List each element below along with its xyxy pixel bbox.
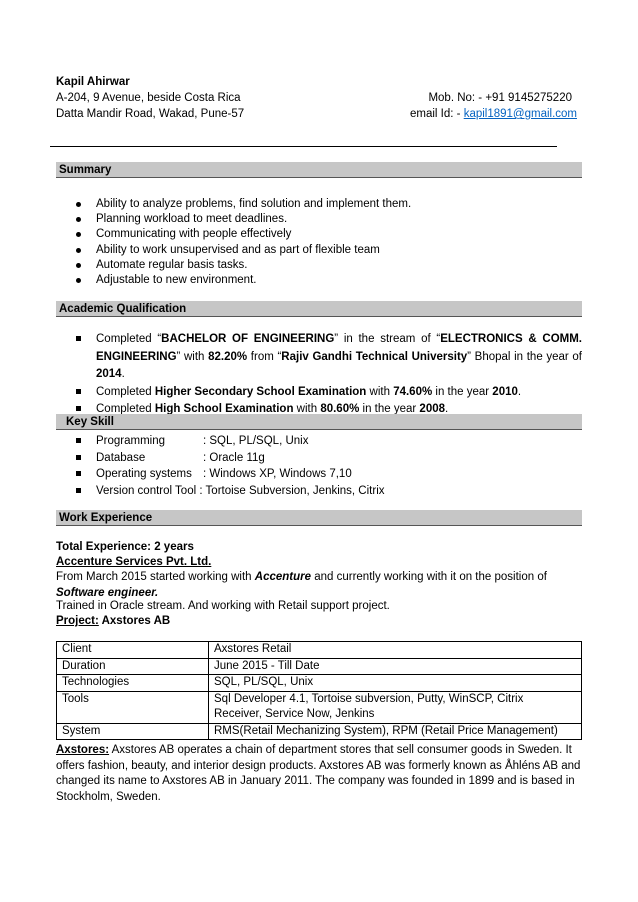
summary-item: Planning workload to meet deadlines. bbox=[56, 212, 582, 227]
table-row bbox=[57, 642, 582, 659]
project-name: Axstores AB bbox=[98, 615, 171, 627]
table-row bbox=[57, 691, 582, 723]
ssc-year: 2008 bbox=[419, 402, 446, 415]
skill-value: : Tortoise Subversion, Jenkins, Citrix bbox=[199, 484, 385, 497]
table-value: Sql Developer 4.1, Tortoise subversion, Putty, WinSCP, Citrix Receiver, Service Now, Jenkins bbox=[209, 691, 582, 723]
academic-list bbox=[56, 331, 582, 418]
table-value: Axstores Retail bbox=[209, 642, 582, 659]
table-key: Duration bbox=[57, 658, 209, 675]
degree-percent: 82.20% bbox=[208, 350, 248, 363]
project-line bbox=[56, 615, 170, 627]
table-key: Technologies bbox=[57, 675, 209, 692]
summary-item: Adjustable to new environment. bbox=[56, 273, 582, 288]
email-line bbox=[410, 108, 577, 120]
total-experience: Total Experience: 2 years bbox=[56, 541, 194, 553]
table-key: System bbox=[57, 723, 209, 740]
ssc-item: Completed High School Examination with 80.60% in the year 2008. bbox=[56, 401, 582, 418]
academic-heading: Academic Qualification bbox=[56, 301, 582, 317]
skill-label: Operating systems bbox=[96, 468, 192, 480]
project-label: Project: bbox=[56, 615, 99, 627]
degree-line-1: Completed “BACHELOR OF ENGINEERING” in the stream of “ELECTRONICS & COMM. ENGINEERING” with 82.20% from “Rajiv Gandhi Technical University” Bhopal in the year of 2014. bbox=[96, 333, 583, 380]
hsc-item: Completed Higher Secondary School Examination with 74.60% in the year 2010. bbox=[56, 384, 582, 401]
key-skill-heading: Key Skill bbox=[56, 414, 582, 430]
address-line-2: Datta Mandir Road, Wakad, Pune-57 bbox=[56, 108, 245, 120]
trained-line: Trained in Oracle stream. And working with Retail support project. bbox=[56, 600, 390, 612]
table-value: SQL, PL/SQL, Unix bbox=[209, 675, 582, 692]
summary-item: Automate regular basis tasks. bbox=[56, 258, 582, 273]
degree-stream: ELECTRONICS & COMM. ENGINEERING bbox=[96, 333, 582, 363]
summary-heading: Summary bbox=[56, 162, 582, 178]
table-key: Client bbox=[57, 642, 209, 659]
skill-label: Programming bbox=[96, 435, 166, 447]
mobile-number: Mob. No: - +91 9145275220 bbox=[428, 92, 572, 104]
company-name: Accenture Services Pvt. Ltd. bbox=[56, 556, 212, 568]
university-name: Rajiv Gandhi Technical University bbox=[281, 350, 468, 363]
skill-value: : Windows XP, Windows 7,10 bbox=[203, 468, 352, 480]
table-row bbox=[57, 723, 582, 740]
email-link[interactable]: kapil1891@gmail.com bbox=[463, 108, 577, 120]
table-value: June 2015 - Till Date bbox=[209, 658, 582, 675]
degree-year: 2014 bbox=[96, 368, 122, 380]
work-heading: Work Experience bbox=[56, 510, 582, 526]
skill-label: Version control Tool bbox=[96, 484, 197, 497]
email-label: email Id: - bbox=[410, 108, 464, 120]
skill-item bbox=[56, 466, 582, 483]
table-value: RMS(Retail Mechanizing System), RPM (Retail Price Management) bbox=[209, 723, 582, 740]
project-details-table bbox=[56, 641, 582, 740]
table-row bbox=[57, 675, 582, 692]
summary-item: Ability to work unsupervised and as part of flexible team bbox=[56, 243, 582, 258]
degree-item bbox=[56, 331, 582, 384]
summary-item: Ability to analyze problems, find solution and implement them. bbox=[56, 197, 582, 212]
skill-item bbox=[56, 433, 582, 450]
hsc-year: 2010 bbox=[492, 385, 518, 398]
skill-label: Database bbox=[96, 451, 146, 464]
role-highlight: Software engineer. bbox=[56, 586, 159, 599]
table-row bbox=[57, 658, 582, 675]
header-divider bbox=[50, 146, 557, 147]
about-text: Axstores AB operates a chain of department stores that sell consumer goods in Sweden. It offers fashion, beauty, and interior design products. Axstores AB was formerly known as Åhléns AB and changed its name to Axstores AB in January 2011. The company was founded in 1899 and is based in Stockholm, Sweden. bbox=[56, 744, 581, 803]
skill-value: : Oracle 11g bbox=[203, 451, 265, 464]
company-highlight: Accenture bbox=[254, 571, 312, 583]
degree-name: BACHELOR OF ENGINEERING bbox=[161, 333, 335, 345]
candidate-name: Kapil Ahirwar bbox=[56, 76, 130, 88]
key-skill-list bbox=[56, 433, 582, 499]
summary-item: Communicating with people effectively bbox=[56, 227, 582, 242]
company-about bbox=[56, 743, 582, 805]
address-line-1: A-204, 9 Avenue, beside Costa Rica bbox=[56, 92, 241, 104]
ssc-exam: High School Examination bbox=[154, 402, 294, 415]
about-label: Axstores: bbox=[56, 744, 110, 756]
skill-item bbox=[56, 483, 582, 500]
hsc-exam: Higher Secondary School Examination bbox=[154, 385, 367, 398]
skill-item bbox=[56, 450, 582, 467]
skill-value: : SQL, PL/SQL, Unix bbox=[203, 435, 309, 447]
table-key: Tools bbox=[57, 691, 209, 723]
hsc-percent: 74.60% bbox=[393, 385, 433, 398]
work-description: From March 2015 started working with Accenture and currently working with it on the position of Software engineer. bbox=[56, 571, 547, 599]
ssc-percent: 80.60% bbox=[320, 402, 360, 415]
summary-list bbox=[56, 197, 582, 288]
